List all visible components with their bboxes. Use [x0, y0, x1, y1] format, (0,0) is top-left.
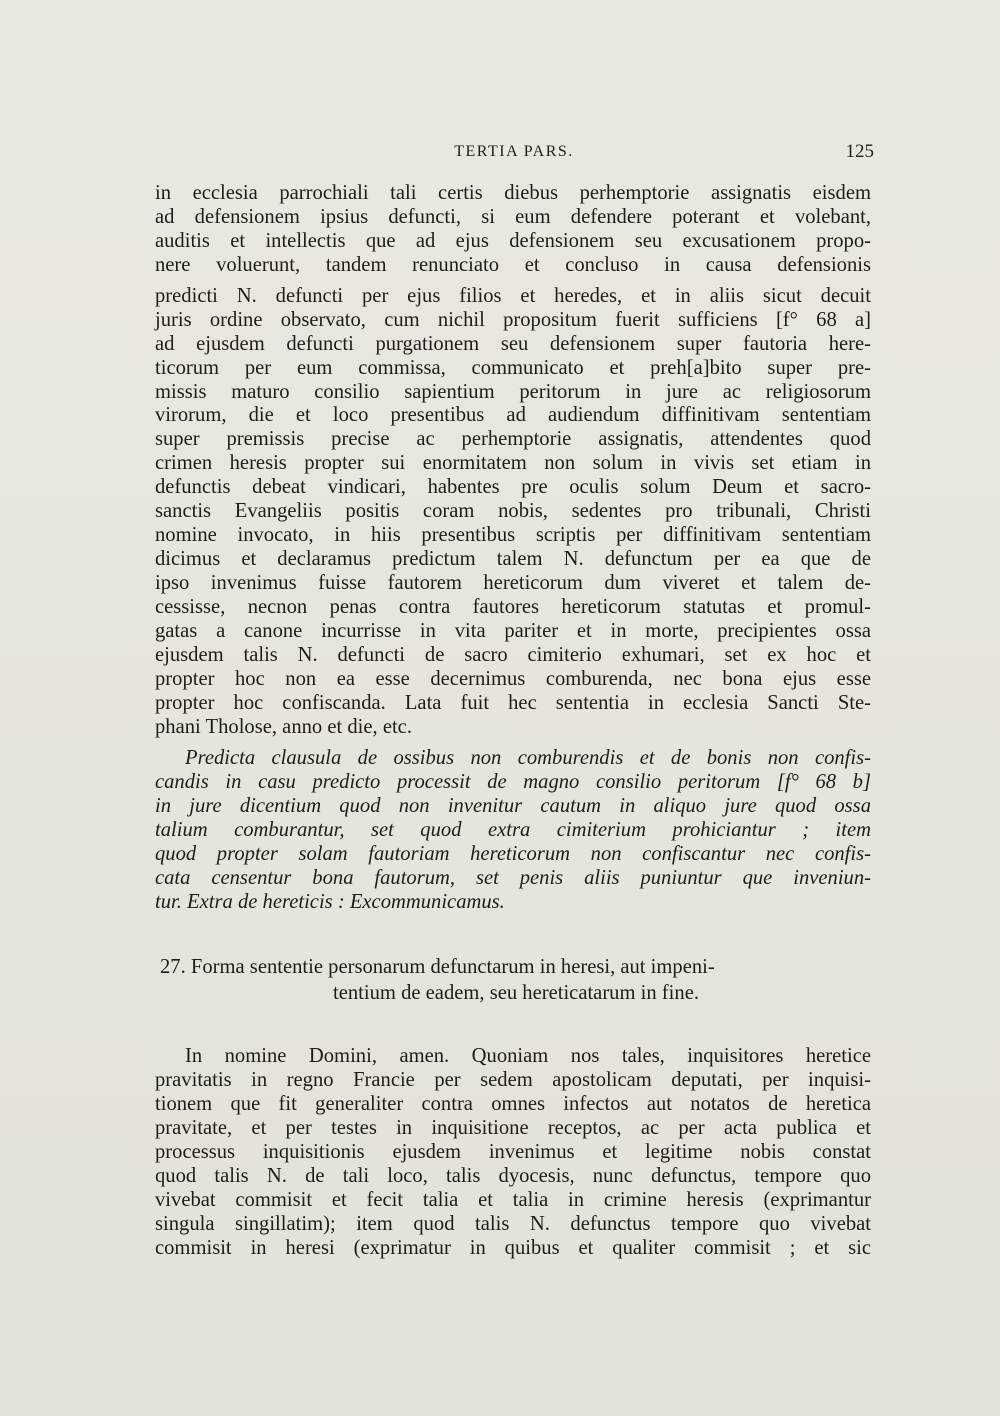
text-line: super premissis precise ac perhemptorie assignatis, attendentes quod — [155, 428, 871, 450]
text-line: defunctis debeat vindicari, habentes pre oculis solum Deum et sacro- — [155, 476, 871, 498]
text-line: missis maturo consilio sapientium peritorum in jure ac religiosorum — [155, 381, 871, 403]
text-line: vivebat commisit et fecit talia et talia in crimine heresis (exprimantur — [155, 1189, 871, 1211]
text-line: quod propter solam fautoriam hereticorum non confiscantur nec confis- — [155, 843, 871, 865]
text-line: dicimus et declaramus predictum talem N. defunctum per ea que de — [155, 548, 871, 570]
text-line: virorum, die et loco presentibus ad audiendum diffinitivam sententiam — [155, 404, 871, 426]
text-line: Predicta clausula de ossibus non comburendis et de bonis non confis- — [185, 747, 871, 769]
text-line: predicti N. defuncti per ejus filios et heredes, et in aliis sicut decuit — [155, 285, 871, 307]
section-heading-line: tentium de eadem, seu hereticatarum in fine. — [333, 982, 699, 1004]
text-line: tur. Extra de hereticis : Excommunicamus. — [155, 891, 505, 913]
text-line: in jure dicentium quod non invenitur cautum in aliquo jure quod ossa — [155, 795, 871, 817]
section-heading-line: 27. Forma sententie personarum defunctarum in heresi, aut impeni- — [160, 956, 715, 978]
text-line: tionem que fit generaliter contra omnes infectos aut notatos de heretica — [155, 1093, 871, 1115]
running-head — [154, 143, 874, 167]
text-line: juris ordine observato, cum nichil propositum fuerit sufficiens [f° 68 a] — [155, 309, 871, 331]
running-title: TERTIA PARS. — [454, 143, 574, 160]
text-line: in ecclesia parrochiali tali certis diebus perhemptorie assignatis eisdem — [155, 182, 871, 204]
text-line: quod talis N. de tali loco, talis dyocesis, nunc defunctus, tempore quo — [155, 1165, 871, 1187]
text-line: processus inquisitionis ejusdem invenimus et legitime nobis constat — [155, 1141, 871, 1163]
text-line: gatas a canone incurrisse in vita pariter et in morte, precipientes ossa — [155, 620, 871, 642]
text-line: In nomine Domini, amen. Quoniam nos tales, inquisitores heretice — [185, 1045, 871, 1067]
text-line: cata censentur bona fautorum, set penis aliis puniuntur que inveniun- — [155, 867, 871, 889]
text-line: nere voluerunt, tandem renunciato et concluso in causa defensionis — [155, 254, 871, 276]
text-line: pravitate, et per testes in inquisitione receptos, ac per acta publica et — [155, 1117, 871, 1139]
text-line: ipso invenimus fuisse fautorem hereticorum dum viveret et talem de- — [155, 572, 871, 594]
text-line: ad ejusdem defuncti purgationem seu defensionem super fautoria here- — [155, 333, 871, 355]
text-line: talium comburantur, set quod extra cimiterium prohiciantur ; item — [155, 819, 871, 841]
text-line: nomine invocato, in hiis presentibus scriptis per diffinitivam sententiam — [155, 524, 871, 546]
text-line: auditis et intellectis que ad ejus defensionem seu excusationem propo- — [155, 230, 871, 252]
text-line: pravitatis in regno Francie per sedem apostolicam deputati, per inquisi- — [155, 1069, 871, 1091]
text-line: ad defensionem ipsius defuncti, si eum defendere poterant et volebant, — [155, 206, 871, 228]
page-number: 125 — [845, 141, 874, 162]
text-line: phani Tholose, anno et die, etc. — [155, 716, 412, 738]
text-line: cessisse, necnon penas contra fautores hereticorum statutas et promul- — [155, 596, 871, 618]
text-line: propter hoc non ea esse decernimus comburenda, nec bona ejus esse — [155, 668, 871, 690]
text-line: propter hoc confiscanda. Lata fuit hec sententia in ecclesia Sancti Ste- — [155, 692, 871, 714]
text-line: singula singillatim); item quod talis N. defunctus tempore quo vivebat — [155, 1213, 871, 1235]
text-line: commisit in heresi (exprimatur in quibus et qualiter commisit ; et sic — [155, 1237, 871, 1259]
text-line: ticorum per eum commissa, communicato et preh[a]bito super pre- — [155, 357, 871, 379]
text-line: ejusdem talis N. defuncti de sacro cimiterio exhumari, set ex hoc et — [155, 644, 871, 666]
text-line: candis in casu predicto processit de magno consilio peritorum [f° 68 b] — [155, 771, 871, 793]
text-line: crimen heresis propter sui enormitatem non solum in vivis set etiam in — [155, 452, 871, 474]
text-line: sanctis Evangeliis positis coram nobis, sedentes pro tribunali, Christi — [155, 500, 871, 522]
